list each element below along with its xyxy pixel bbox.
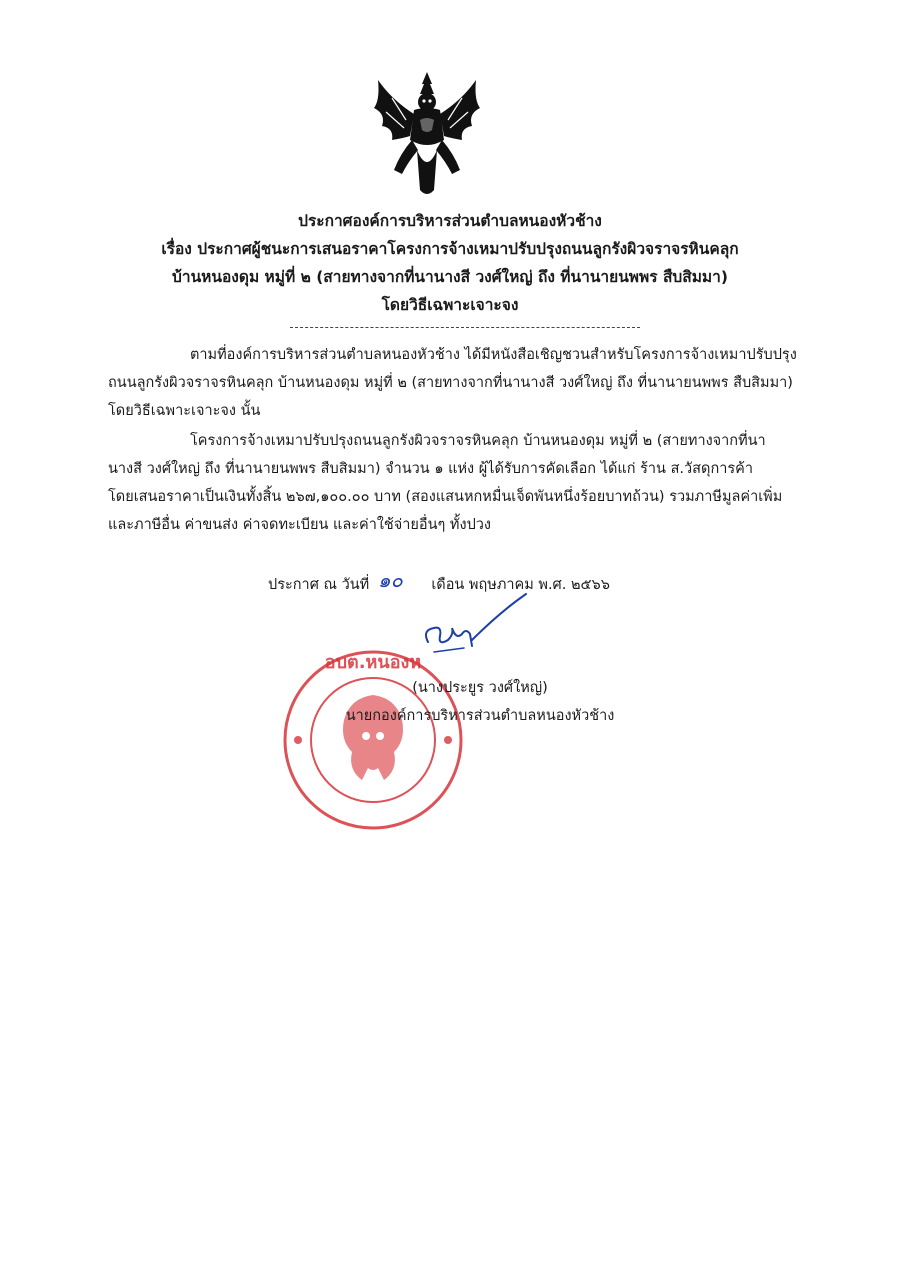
garuda-emblem-icon bbox=[372, 70, 482, 200]
subject-line-2: บ้านหนองดุม หมู่ที่ ๒ (สายทางจากที่นานางสี วงศ์ใหญ่ ถึง ที่นานายนพพร สืบสิมมา) bbox=[172, 268, 728, 286]
handwritten-day: ๑๐ bbox=[377, 568, 403, 592]
method-line: โดยวิธีเฉพาะเจาะจง bbox=[381, 296, 519, 314]
paragraph-2-line: นางสี วงศ์ใหญ่ ถึง ที่นานายนพพร สืบสิมมา) จำนวน ๑ แห่ง ผู้ได้รับการคัดเลือก ได้แก่ ร้าน ส.วัสดุการค้า bbox=[108, 461, 754, 477]
signatory-title: นายกองค์การบริหารส่วนตำบลหนองหัวช้าง bbox=[345, 708, 615, 724]
paragraph-1-line: ถนนลูกรังผิวจราจรหินคลุก บ้านหนองดุม หมู่ที่ ๒ (สายทางจากที่นานางสี วงศ์ใหญ่ ถึง ที่นานายนพพร สืบสิมมา) bbox=[108, 375, 793, 391]
paragraph-2-line: โดยเสนอราคาเป็นเงินทั้งสิ้น ๒๖๗,๑๐๐.๐๐ บาท (สองแสนหกหมื่นเจ็ดพันหนึ่งร้อยบาทถ้วน) รวมภาษีมูลค่าเพิ่ม bbox=[108, 489, 783, 505]
paragraph-1-line: ตามที่องค์การบริหารส่วนตำบลหนองหัวช้าง ได้มีหนังสือเชิญชวนสำหรับโครงการจ้างเหมาปรับปรุง bbox=[190, 347, 797, 363]
subject-line: เรื่อง ประกาศผู้ชนะการเสนอราคาโครงการจ้างเหมาปรับปรุงถนนลูกรังผิวจราจรหินคลุก bbox=[161, 240, 739, 258]
date-month-year: เดือน พฤษภาคม พ.ศ. ๒๕๖๖ bbox=[431, 577, 610, 593]
handwritten-signature bbox=[400, 590, 530, 670]
paragraph-1 bbox=[108, 341, 808, 425]
announcement-title: ประกาศองค์การบริหารส่วนตำบลหนองหัวช้าง bbox=[298, 212, 602, 230]
paragraph-1-line: โดยวิธีเฉพาะเจาะจง นั้น bbox=[108, 403, 261, 419]
paragraph-2-line: และภาษีอื่น ค่าขนส่ง ค่าจดทะเบียน และค่าใช้จ่ายอื่นๆ ทั้งปวง bbox=[108, 517, 491, 533]
paragraph-2 bbox=[108, 427, 808, 539]
official-seal-stamp bbox=[278, 640, 468, 840]
signatory-name: (นางประยูร วงศ์ใหญ่) bbox=[412, 680, 548, 696]
date-prefix: ประกาศ ณ วันที่ bbox=[268, 577, 370, 593]
dashed-divider bbox=[290, 327, 640, 328]
paragraph-2-line: โครงการจ้างเหมาปรับปรุงถนนลูกรังผิวจราจรหินคลุก บ้านหนองดุม หมู่ที่ ๒ (สายทางจากที่นา bbox=[190, 433, 766, 449]
stamp-text: อบต.หนองห bbox=[324, 652, 422, 673]
